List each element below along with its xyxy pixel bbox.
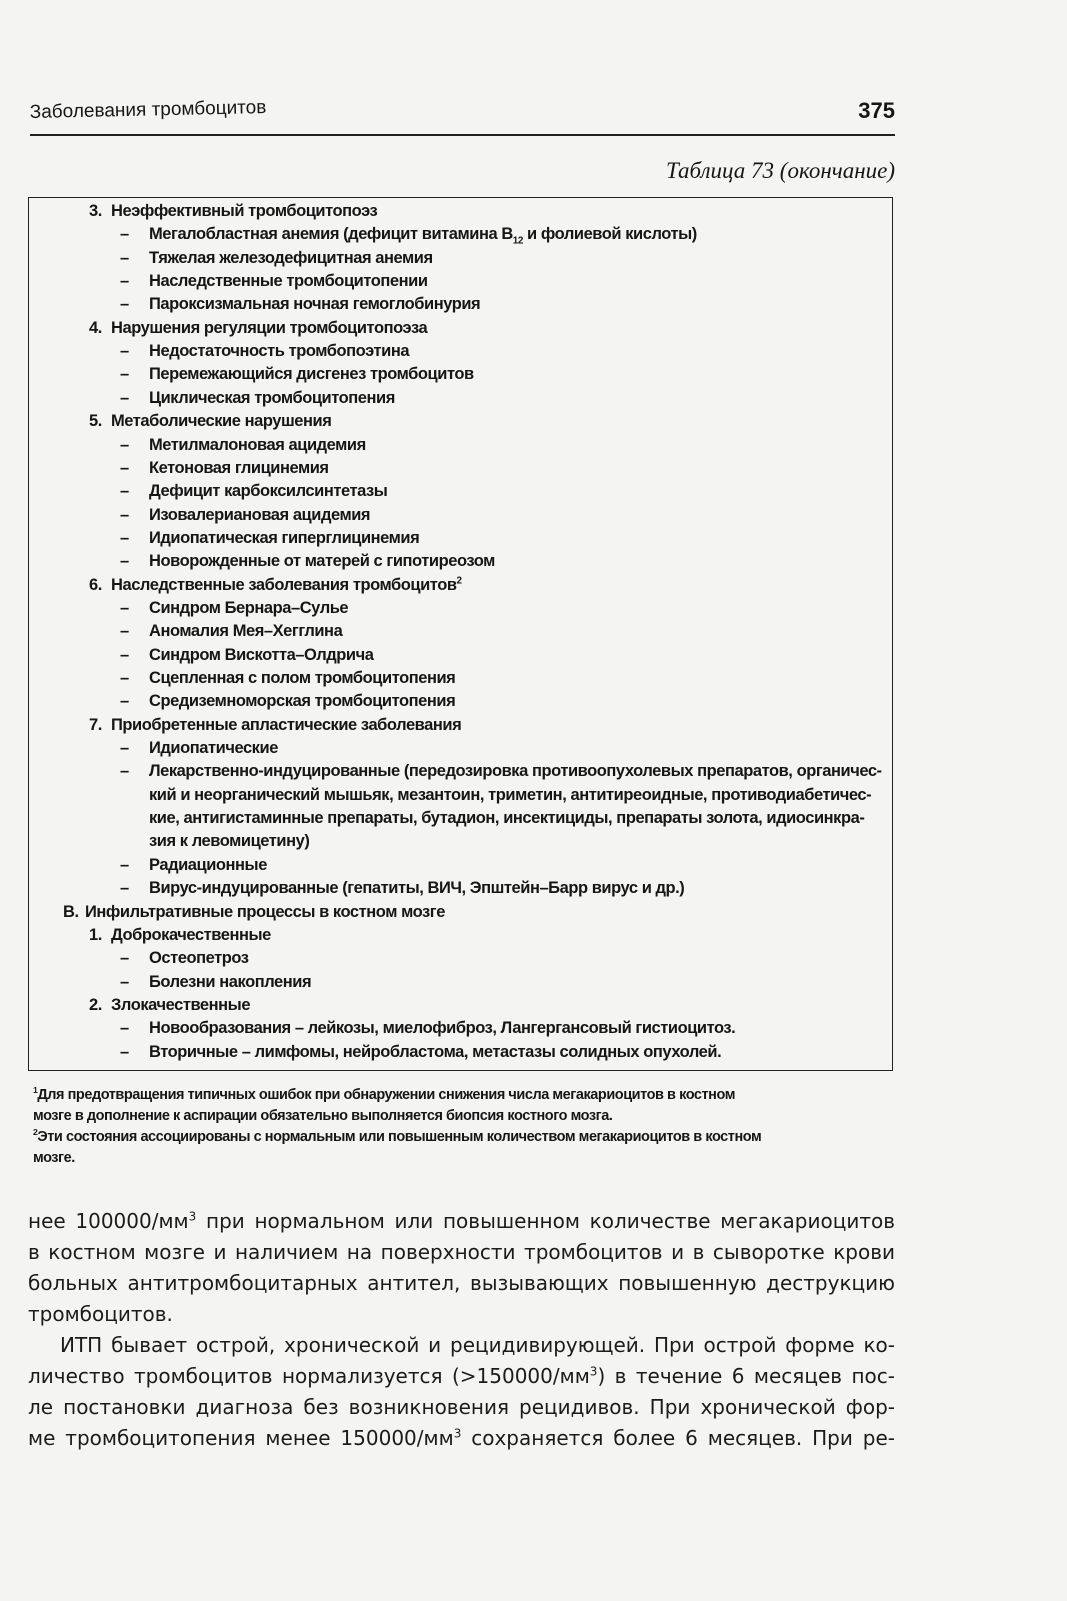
list-dash: – [120,528,129,547]
list-item: Синдром Вискотта–Олдрича [149,645,374,664]
category-heading: Злокачественные [111,995,251,1014]
list-item: Аномалия Мея–Хегглина [149,622,343,641]
list-item: Новообразования – лейкозы, миелофиброз, Лангергансовый гистиоцитоз. [149,1019,736,1038]
list-item: Болезни накопления [149,972,312,991]
footnote-text: Эти состояния ассоциированы с нормальным или повышенным количеством мегакариоцитов в костном [37,1129,762,1145]
footnotes [33,1085,893,1169]
list-item: Перемежающийся дисгенез тромбоцитов [149,365,474,384]
item-number: 2. [89,995,102,1014]
list-dash: – [120,739,129,758]
section-heading: Инфильтративные процессы в костном мозге [85,902,445,921]
list-item: Новорожденные от матерей с гипотиреозом [149,552,495,571]
text-run: при нормальном или повышенном количестве мегакариоцитов [196,1209,895,1233]
list-dash: – [120,669,129,687]
list-item: Сцепленная с полом тромбоцитопения [149,669,456,687]
page-number: 375 [858,98,895,123]
item-number: 5. [89,412,102,431]
footnote-2-line-2: мозге. [33,1150,75,1166]
footnote-mark: 2 [33,1127,38,1138]
list-dash: – [120,482,129,501]
list-dash: – [120,248,129,267]
list-item: Циклическая тромбоцитопения [149,388,395,407]
list-item: Средиземноморская тромбоцитопения [149,692,456,711]
list-dash: – [120,435,129,454]
list-dash: – [120,645,129,664]
list-item: Тяжелая железодефицитная анемия [149,248,433,267]
item-number: 6. [89,575,102,594]
paragraph-2-line [28,1361,895,1392]
list-dash: – [120,458,129,477]
list-item: Пароксизмальная ночная гемоглобинурия [149,295,481,314]
list-item: Синдром Бернара–Сулье [149,598,349,617]
list-item: Изовалериановая ацидемия [149,505,371,524]
category-heading: Приобретенные апластические заболевания [111,715,462,734]
list-dash: – [120,505,129,524]
list-item: Лекарственно-индуцированные (передозировка противоопухолевых препаратов, органичес- [149,762,882,781]
list-item: Наследственные тромбоцитопении [149,272,428,291]
list-item: Остеопетроз [149,949,249,968]
footnote-mark: 1 [33,1085,38,1096]
list-item: Кетоновая глицинемия [149,458,329,477]
header-rule [30,134,895,136]
item-number: 3. [89,202,102,220]
list-dash: – [120,879,129,898]
list-dash: – [120,855,129,874]
running-header [30,98,895,138]
list-dash: – [120,272,129,291]
list-item: Вирус-индуцированные (гепатиты, ВИЧ, Эпштейн–Барр вирус и др.) [149,879,685,898]
footnote-1-line-2: мозге в дополнение к аспирации обязательно выполняется биопсия костного мозга. [33,1108,613,1124]
paragraph-2-line: ИТП бывает острой, хронической и рецидивирующей. При острой форме ко- [60,1333,895,1357]
text-run: сохраняется более 6 месяцев. При ре- [461,1426,896,1450]
category-heading: Доброкачественные [111,925,271,944]
list-dash: – [120,295,129,314]
superscript: 3 [589,1364,598,1379]
superscript: 3 [188,1209,197,1224]
list-item: Мегалобластная анемия (дефицит витамина $B_{12}$ и фолиевой кислоты) [149,225,697,247]
footnote-ref: 2 [456,575,462,587]
item-number: 4. [89,318,102,337]
list-item-continuation: зия к левомицетину) [149,832,310,851]
item-number: 1. [89,925,102,944]
footnote-2-line-1 [33,1127,893,1148]
paragraph-1-line: больных антитромбоцитарных антител, вызывающих повышенную деструкцию [28,1271,895,1295]
list-dash: – [120,692,129,711]
list-item-continuation: кие, антигистаминные препараты, бутадион, инсектициды, препараты золота, идиосинкра- [149,809,865,828]
text-run: ме тромбоцитопения менее 150000/мм [28,1426,454,1450]
list-dash: – [120,598,129,617]
table-caption: Таблица 73 (окончание) [666,158,895,183]
paragraph-1-line [28,1206,895,1237]
text-run: ) в течение 6 месяцев пос- [597,1364,895,1388]
text-run: личество тромбоцитов нормализуется (>150000/мм [28,1364,590,1388]
list-dash: – [120,365,129,384]
list-item: Вторичные – лимфомы, нейробластома, метастазы солидных опухолей. [149,1042,722,1061]
category-heading: Нарушения регуляции тромбоцитопоэза [111,318,428,337]
paragraph-1-line: тромбоцитов. [28,1302,173,1326]
table-box [28,197,893,1071]
list-dash: – [120,225,129,244]
section-letter: B. [63,902,79,921]
subscript: 12 [512,235,523,247]
section-title: Заболевания тромбоцитов [29,97,267,124]
paragraph-2-line [28,1423,895,1454]
footnote-text: Для предотвращения типичных ошибок при обнаружении снижения числа мегакариоцитов в костном [37,1087,735,1103]
item-number: 7. [89,715,102,734]
body-text [28,1206,895,1454]
list-dash: – [120,1042,129,1061]
list-dash: – [120,972,129,991]
list-dash: – [120,622,129,641]
footnote-1-line-1 [33,1085,893,1106]
list-dash: – [120,552,129,571]
paragraph-2-line: ле постановки диагноза без возникновения рецидивов. При хронической фор- [28,1395,895,1419]
list-item: Метилмалоновая ацидемия [149,435,366,454]
list-dash: – [120,342,129,361]
list-item: Радиационные [149,855,267,874]
list-item: Дефицит карбоксилсинтетазы [149,482,388,501]
category-heading: Неэффективный тромбоцитопоэз [111,202,378,220]
category-heading: Метаболические нарушения [111,412,332,431]
category-heading: Наследственные заболевания тромбоцитов$^2$ [111,575,462,594]
list-dash: – [120,388,129,407]
list-dash: – [120,1019,129,1038]
list-item-continuation: кий и неорганический мышьяк, мезантоин, триметин, антитиреоидные, противодиабетичес- [149,785,872,804]
text-run: нее 100000/мм [28,1209,189,1233]
superscript: 3 [453,1426,462,1441]
list-item: Идиопатическая гиперглицинемия [149,528,420,547]
list-item: Идиопатические [149,739,278,758]
paragraph-1-line: в костном мозге и наличием на поверхности тромбоцитов и в сыворотке крови [28,1240,895,1264]
list-dash: – [120,949,129,968]
list-dash: – [120,762,129,781]
list-item: Недостаточность тромбопоэтина [149,342,410,361]
